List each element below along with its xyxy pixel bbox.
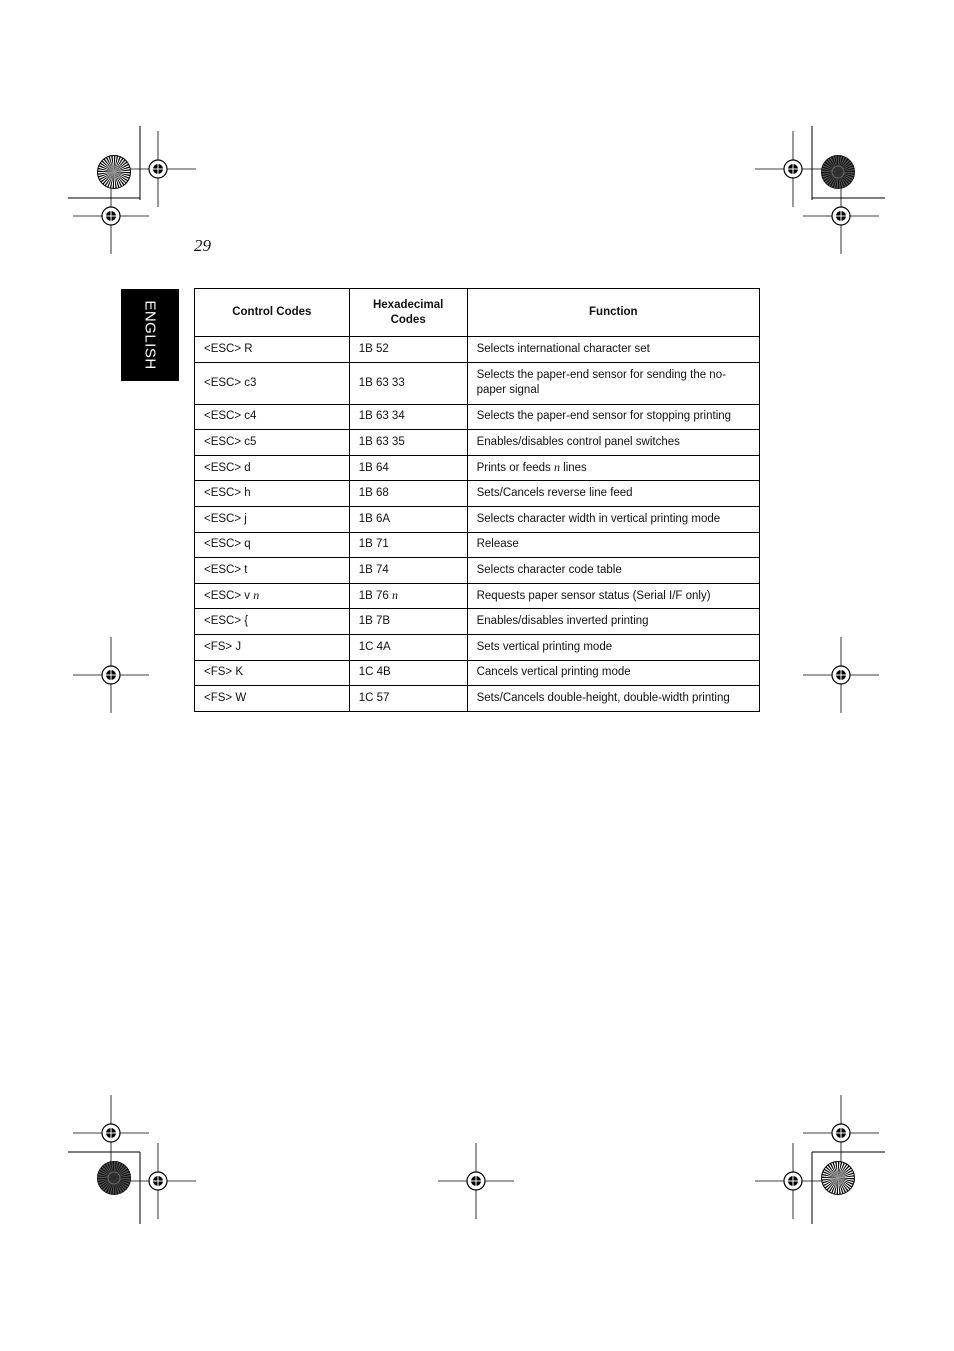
function-cell: Selects character width in vertical printing mode	[467, 506, 759, 532]
hex-code-cell: 1C 4A	[349, 634, 467, 660]
control-code-cell: <FS> J	[195, 634, 350, 660]
registration-crosshair-icon	[73, 1095, 149, 1171]
table-row	[195, 609, 760, 635]
variable-n: n	[391, 588, 398, 603]
hex-code-cell: 1B 63 35	[349, 430, 467, 456]
table-row	[195, 362, 760, 404]
header-control-codes: Control Codes	[195, 289, 350, 337]
control-code-cell: <ESC> R	[195, 337, 350, 363]
table-row	[195, 404, 760, 430]
control-code-cell: <FS> W	[195, 686, 350, 712]
hex-code-cell: 1B 64	[349, 455, 467, 481]
table-row	[195, 686, 760, 712]
registration-crosshair-icon	[73, 178, 149, 254]
header-function: Function	[467, 289, 759, 337]
hex-code-cell: 1B 7B	[349, 609, 467, 635]
function-cell: Sets/Cancels reverse line feed	[467, 481, 759, 507]
control-code-cell: <FS> K	[195, 660, 350, 686]
control-code-cell: <ESC> q	[195, 532, 350, 558]
table-row	[195, 558, 760, 584]
variable-n: n	[253, 588, 260, 603]
registration-starburst-icon	[98, 1162, 131, 1195]
registration-crosshair-icon	[803, 1095, 879, 1171]
registration-crosshair-icon	[803, 637, 879, 713]
language-tab-label: ENGLISH	[141, 300, 159, 370]
control-code-cell: <ESC> c3	[195, 362, 350, 404]
hex-code-cell: 1B 63 34	[349, 404, 467, 430]
hex-code-cell: 1B 63 33	[349, 362, 467, 404]
table-row	[195, 337, 760, 363]
function-cell: Selects character code table	[467, 558, 759, 584]
registration-crosshair-icon	[120, 1143, 196, 1219]
table-row	[195, 455, 760, 481]
registration-crosshair-icon	[120, 131, 196, 207]
function-cell: Sets/Cancels double-height, double-width printing	[467, 686, 759, 712]
table-row	[195, 532, 760, 558]
control-code-cell: <ESC> c5	[195, 430, 350, 456]
table-header-row	[195, 289, 760, 337]
function-cell: Sets vertical printing mode	[467, 634, 759, 660]
hex-code-cell: 1C 57	[349, 686, 467, 712]
hex-code-cell: 1B 76 n	[349, 583, 467, 609]
hex-code-cell: 1B 68	[349, 481, 467, 507]
page-number: 29	[194, 236, 211, 255]
registration-crosshair-icon	[803, 178, 879, 254]
function-cell: Requests paper sensor status (Serial I/F only)	[467, 583, 759, 609]
hex-code-cell: 1B 74	[349, 558, 467, 584]
control-code-cell: <ESC> d	[195, 455, 350, 481]
function-cell: Enables/disables inverted printing	[467, 609, 759, 635]
registration-crosshair-icon	[73, 637, 149, 713]
function-cell: Cancels vertical printing mode	[467, 660, 759, 686]
header-hexadecimal-codes: Hexadecimal Codes	[349, 289, 467, 337]
control-code-cell: <ESC> h	[195, 481, 350, 507]
function-cell: Selects the paper-end sensor for sending the no-paper signal	[467, 362, 759, 404]
registration-crosshair-icon	[755, 1143, 831, 1219]
function-cell: Enables/disables control panel switches	[467, 430, 759, 456]
control-codes-table	[194, 288, 760, 712]
table-row	[195, 634, 760, 660]
control-code-cell: <ESC> {	[195, 609, 350, 635]
table-row	[195, 506, 760, 532]
control-code-cell: <ESC> t	[195, 558, 350, 584]
table-row	[195, 481, 760, 507]
language-tab	[121, 289, 179, 381]
registration-starburst-icon	[822, 156, 855, 189]
table-row	[195, 660, 760, 686]
control-code-cell: <ESC> v n	[195, 583, 350, 609]
registration-starburst-icon	[98, 156, 131, 189]
hex-code-cell: 1B 71	[349, 532, 467, 558]
hex-code-cell: 1B 52	[349, 337, 467, 363]
function-cell: Release	[467, 532, 759, 558]
hex-code-cell: 1C 4B	[349, 660, 467, 686]
registration-crosshair-icon	[438, 1143, 514, 1219]
hex-code-cell: 1B 6A	[349, 506, 467, 532]
function-cell: Selects international character set	[467, 337, 759, 363]
control-code-cell: <ESC> j	[195, 506, 350, 532]
function-cell: Selects the paper-end sensor for stopping printing	[467, 404, 759, 430]
table-row	[195, 430, 760, 456]
function-cell: Prints or feeds n lines	[467, 455, 759, 481]
registration-crosshair-icon	[755, 131, 831, 207]
registration-starburst-icon	[822, 1162, 855, 1195]
variable-n: n	[553, 460, 560, 475]
control-code-cell: <ESC> c4	[195, 404, 350, 430]
table-row	[195, 583, 760, 609]
